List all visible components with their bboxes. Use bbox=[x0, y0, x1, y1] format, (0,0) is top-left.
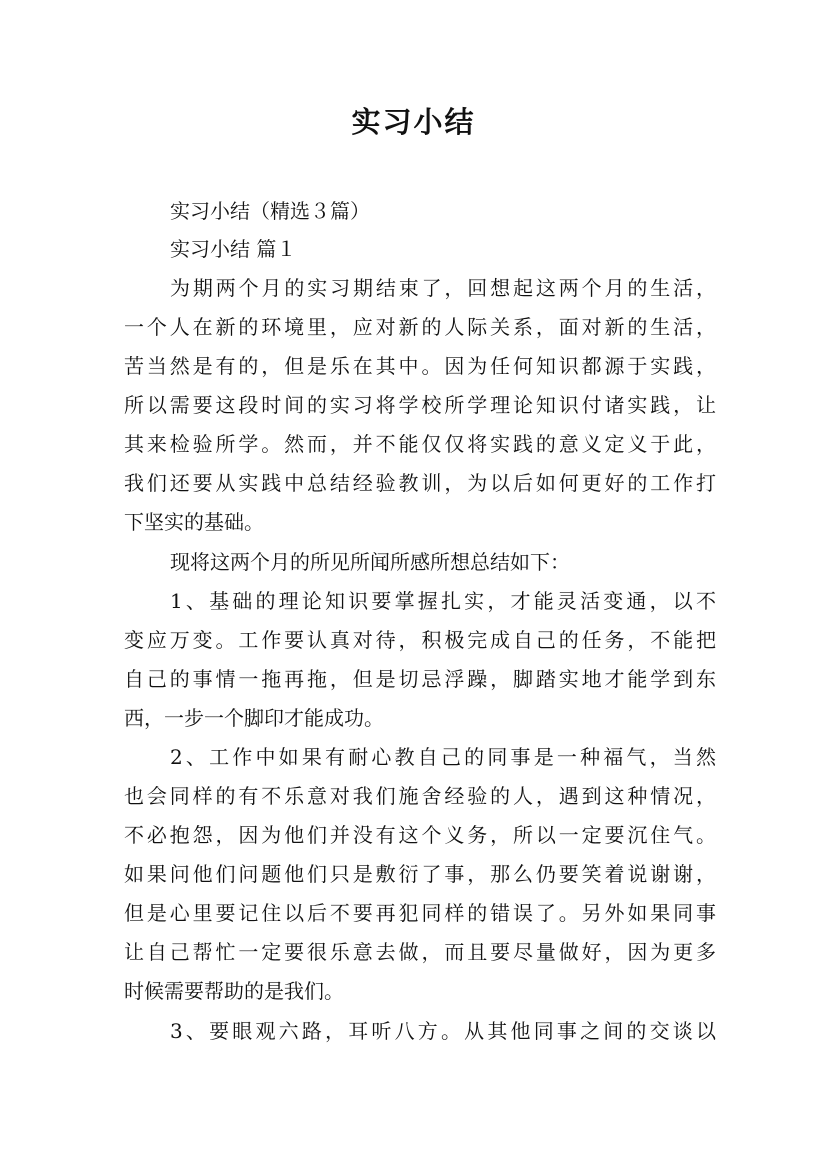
paragraph-line: 所以需要这段时间的实习将学校所学理论知识付诸实践，让 bbox=[124, 393, 716, 417]
list-item-line: 2、工作中如果有耐心教自己的同事是一种福气，当然 bbox=[170, 745, 716, 769]
list-item-line: 自己的事情一拖再拖，但是切忌浮躁，脚踏实地才能学到东 bbox=[124, 667, 716, 691]
subtitle: 实习小结（精选３篇） bbox=[170, 199, 370, 223]
list-item-line: 1、基础的理论知识要掌握扎实，才能灵活变通，以不 bbox=[170, 589, 716, 613]
list-item-line: 让自己帮忙一定要很乐意去做，而且要尽量做好，因为更多 bbox=[124, 940, 716, 964]
list-item-line: 不必抱怨，因为他们并没有这个义务，所以一定要沉住气。 bbox=[124, 823, 716, 847]
list-item-line: 变应万变。工作要认真对待，积极完成自己的任务，不能把 bbox=[124, 628, 716, 652]
list-item-line: 3、要眼观六路，耳听八方。从其他同事之间的交谈以 bbox=[170, 1019, 716, 1043]
paragraph-line: 现将这两个月的所见所闻所感所想总结如下： bbox=[170, 550, 570, 574]
list-item-line: 时候需要帮助的是我们。 bbox=[124, 979, 344, 1003]
section-heading: 实习小结 篇１ bbox=[170, 237, 297, 261]
paragraph-line: 下坚实的基础。 bbox=[124, 510, 264, 534]
paragraph-line: 为期两个月的实习期结束了，回想起这两个月的生活， bbox=[170, 276, 716, 300]
paragraph-line: 一个人在新的环境里，应对新的人际关系，面对新的生活， bbox=[124, 315, 716, 339]
paragraph-line: 苦当然是有的，但是乐在其中。因为任何知识都源于实践， bbox=[124, 354, 716, 378]
list-item-line: 如果问他们问题他们只是敷衍了事，那么仍要笑着说谢谢， bbox=[124, 862, 716, 886]
paragraph-line: 其来检验所学。然而，并不能仅仅将实践的意义定义于此， bbox=[124, 432, 716, 456]
list-item-line: 西，一步一个脚印才能成功。 bbox=[124, 706, 384, 730]
list-item-line: 也会同样的有不乐意对我们施舍经验的人，遇到这种情况， bbox=[124, 784, 716, 808]
page-title: 实习小结 bbox=[351, 105, 476, 139]
list-item-line: 但是心里要记住以后不要再犯同样的错误了。另外如果同事 bbox=[124, 901, 716, 925]
paragraph-line: 我们还要从实践中总结经验教训，为以后如何更好的工作打 bbox=[124, 471, 716, 495]
